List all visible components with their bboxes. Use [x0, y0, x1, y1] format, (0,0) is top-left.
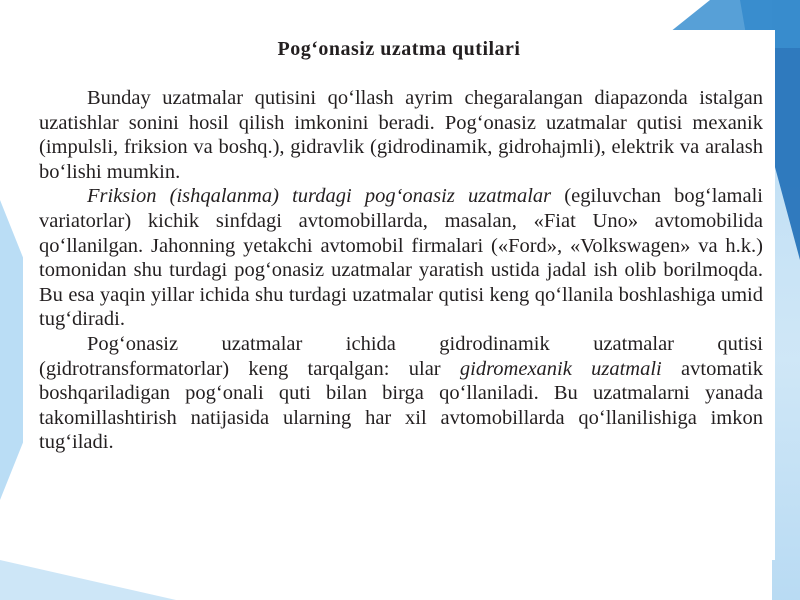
paragraph-2 — [39, 184, 763, 332]
paragraph-3-text-end: avtomatik boshqariladigan pog‘onali quti bilan birga qo‘llaniladi. Bu uzatmalarni yanada takomillashtirish natijasida ularning har xil avtomobillarda qo‘llanilishiga imkon tug‘iladi. — [39, 357, 764, 454]
paragraph-2-italic-term: Friksion (ishqalanma) turdagi pog‘onasiz uzatmalar — [87, 185, 552, 208]
document-title: Pog‘onasiz uzatma qutilari — [277, 38, 521, 60]
document-page — [23, 30, 775, 560]
background-decoration-left — [0, 200, 24, 500]
paragraph-1-text: Bunday uzatmalar qutisini qo‘llash ayrim chegaralangan diapazonda istalgan uzatishlar sonini hosil qilish imkonini beradi. Pog‘onasiz uzatmalar qutisi mexanik (impulsli, friksion va boshq.), gidravlik (gidrodinamik, gidrohajmli), elektrik va aralash bo‘lishi mumkin. — [39, 87, 763, 183]
paragraph-3-italic-term: gidromexanik uzatmali — [459, 357, 662, 380]
background-decoration-bottom-left — [0, 560, 220, 600]
document-body — [39, 86, 763, 455]
paragraph-1 — [39, 86, 763, 184]
paragraph-3-text-start: Pog‘onasiz uzatmalar ichida gidrodinamik uzatmalar qutisi (gidrotransformatorlar) keng tarqalgan: ular — [39, 332, 763, 380]
paragraph-3 — [39, 332, 763, 455]
paragraph-2-text: (egiluvchan bog‘lamali variatorlar) kichik sinfdagi avtomobillarda, masalan, «Fiat Uno» avtomobilida qo‘llanilgan. Jahonning yetakchi avtomobil firmalari («Ford», «Volkswagen» va h.k.) tomonidan shu turdagi pog‘onasiz uzatmalar yaratish ustida jadal ish olib borilmoqda. Bu esa yaqin yillar ichida shu turdagi uzatmalar qutisi keng qo‘llanila boshlashiga umid tug‘diradi. — [39, 185, 763, 331]
